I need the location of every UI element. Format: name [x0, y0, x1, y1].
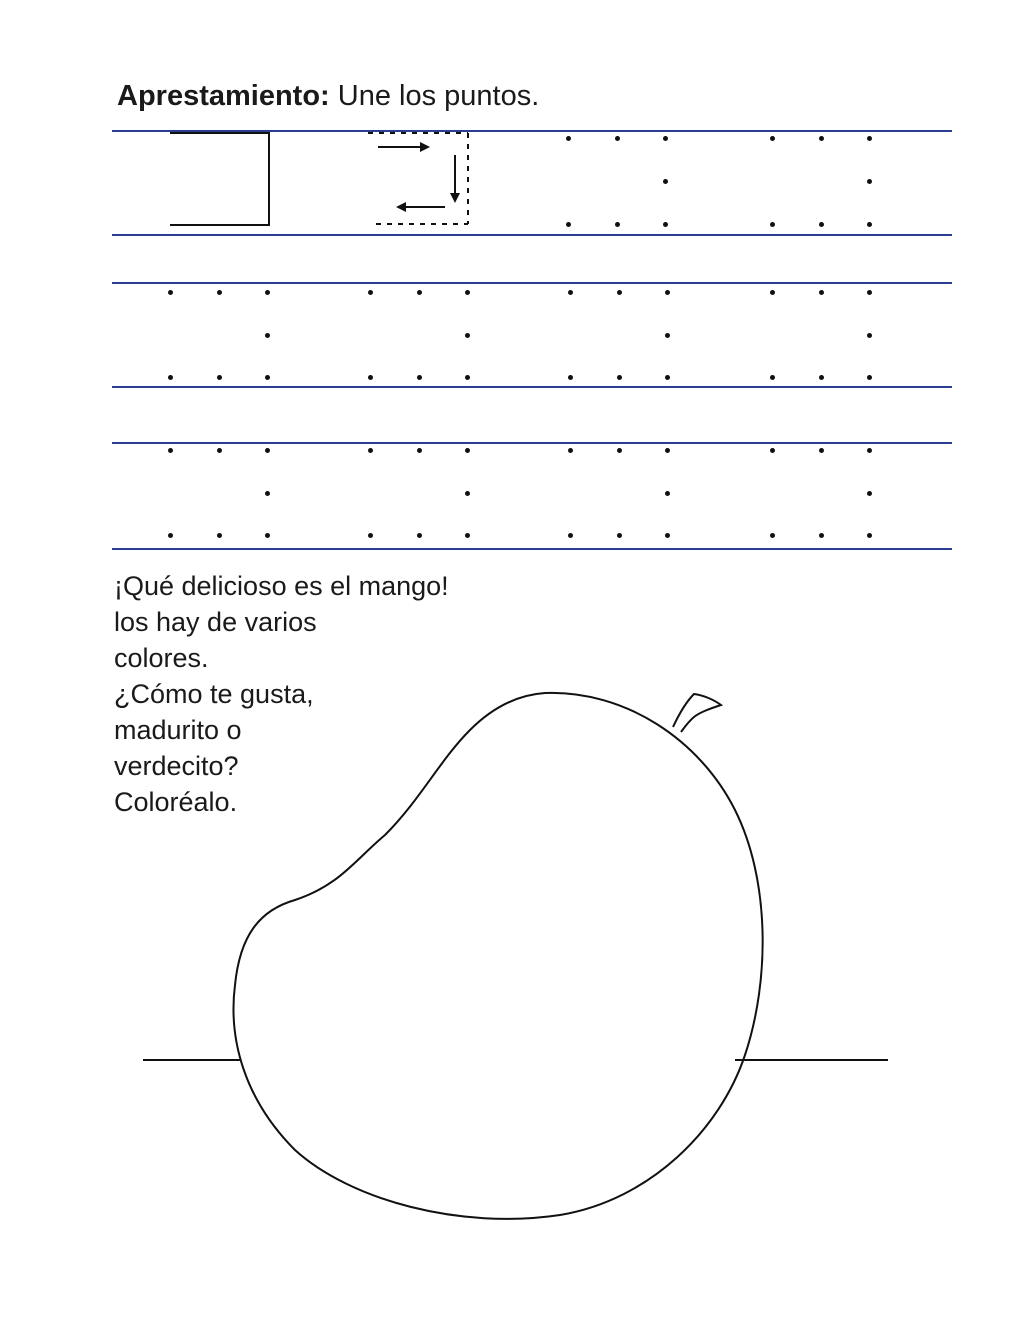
poem-line: verdecito?: [114, 751, 239, 781]
poem-line: ¿Cómo te gusta,: [114, 679, 314, 709]
poem-line: ¡Qué delicioso es el mango!: [114, 571, 449, 601]
mango-outline: [233, 693, 762, 1219]
title-instruction: Une los puntos.: [337, 80, 540, 112]
poem-line: madurito o: [114, 715, 242, 745]
poem-line: colores.: [114, 643, 209, 673]
poem-line: los hay de varios: [114, 607, 317, 637]
title-label: Aprestamiento:: [117, 80, 330, 112]
poem-line: Coloréalo.: [114, 787, 238, 817]
mango-stem: [673, 694, 721, 732]
